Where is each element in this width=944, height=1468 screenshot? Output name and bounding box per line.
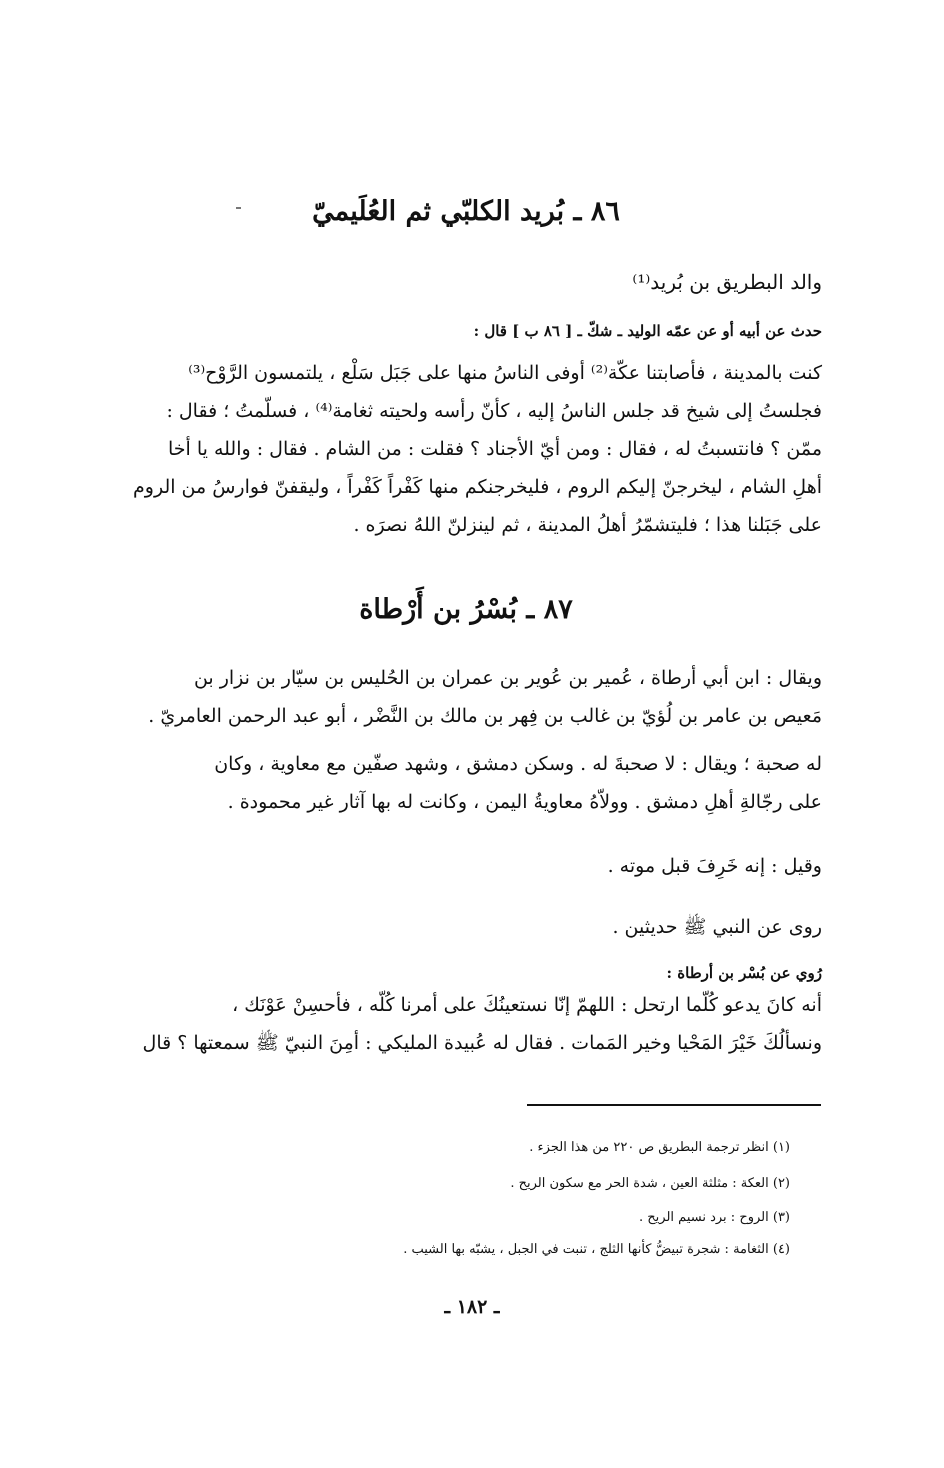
chain-87: رُوي عن بُسْر بن أرطاة : (666, 964, 822, 982)
text-line: على جَبَلنا هذا ؛ فليتشمّرُ أهلُ المدينة ، ثم لينزلنّ اللهُ نصرَه . (353, 514, 822, 536)
text-line: ويقال : ابن أبي أرطاة ، عُمير بن عُوير بن عمران بن الحُليس بن سيّار بن نزار بن (193, 667, 822, 689)
text-line: كنت بالمدينة ، فأصابتنا عكّة⁽²⁾ أوفى الناسُ منها على جَبَل سَلْع ، يلتمسون الرَّوْح⁽³⁾ (188, 362, 822, 384)
text-line: له صحبة ؛ ويقال : لا صحبةَ له . وسكن دمشق ، وشهد صفّين مع معاوية ، وكان (214, 753, 822, 775)
text-line: مَعيص بن عامر بن لُؤيّ بن غالب بن فِهر بن مالك بن النَّضْر ، أبو عبد الرحمن العامريّ . (148, 705, 822, 727)
subtitle-86: والد البطريق بن بُريد⁽¹⁾ (632, 270, 822, 294)
footnote-4: (٤) الثغامة : شجرة تبيضُّ كأنها الثلج ، تنبت في الجبل ، يشبّه بها الشيب . (403, 1242, 790, 1257)
paragraph-87-prayer (110, 986, 822, 1062)
footnote-rule (527, 1104, 821, 1106)
text-line: أهلِ الشام ، ليخرجنّ إليكم الروم ، فليخرجنكم منها كَفْراً كَفْراً ، وليقفنّ فوارسُ من الروم (133, 476, 822, 498)
text-line: ونسألُكَ خَيْرَ المَحْيا وخير المَمات . فقال له عُبيدة المليكي : أمِنَ النبيّ ﷺ سمعتها ؟ قال (142, 1032, 822, 1054)
text-line: أنه كانَ يدعو كُلّما ارتحل : اللهمّ إنّا نستعينُكَ على أمرنا كُلّه ، فأحسِنْ عَوْنَك ، (232, 994, 822, 1016)
text-line: على رجّالةِ أهلِ دمشق . وولاّهُ معاويةُ اليمن ، وكانت له بها آثار غير محمودة . (227, 791, 822, 813)
paragraph-87-lineage (110, 659, 822, 735)
footnote-3: (٣) الروح : برد نسيم الريح . (639, 1210, 790, 1225)
chain-86: حدث عن أبيه أو عن عمّه الوليد ـ شكّ ـ [ ٨٦ ب ] قال : (473, 322, 822, 340)
heading-86: ٨٦ ـ بُريد الكلبّي ثم العُلَيميّ (312, 196, 620, 227)
paragraph-86 (110, 354, 822, 544)
paragraph-87-death: وقيل : إنه خَرِفَ قبل موته . (607, 855, 822, 877)
paragraph-87-bio (110, 745, 822, 821)
paragraph-87-hadith: روى عن النبي ﷺ حديثين . (612, 916, 822, 938)
footnote-2: (٢) العكة : مثلثة العين ، شدة الحر مع سكون الريح . (510, 1176, 790, 1191)
footnote-1: (١) انظر ترجمة البطريق ص ٢٢٠ من هذا الجزء . (529, 1140, 790, 1155)
text-line: فجلستُ إلى شيخ قد جلس الناسُ إليه ، كأنّ رأسه ولحيته ثغامة⁽⁴⁾ ، فسلّمتُ ؛ فقال : (166, 400, 822, 422)
page-number: ـ ١٨٢ ـ (444, 1296, 500, 1318)
heading-87: ٨٧ ـ بُسْرُ بن أَرْطاة (359, 594, 573, 625)
text-line: ممّن ؟ فانتسبتُ له ، فقال : ومن أيّ الأجناد ؟ فقلت : من الشام . فقال : والله يا أخا (167, 438, 822, 460)
